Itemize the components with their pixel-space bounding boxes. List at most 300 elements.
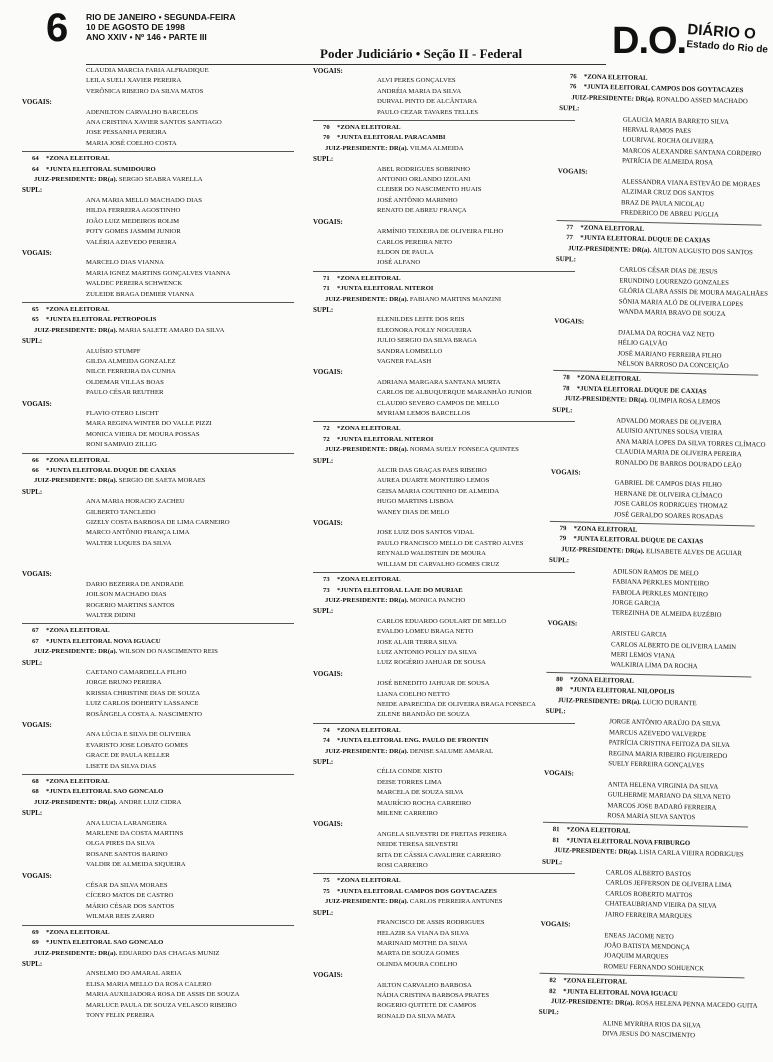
member-name: CLAUDIA MARCIA FARIA ALFRADIQUE [86, 67, 209, 74]
judge-name: SERGIO DE SAETA MORAES [118, 477, 206, 485]
logo-side-text [686, 22, 770, 58]
member-name: WALDEC PEREIRA SCHWENCK [86, 280, 183, 288]
member-name: HELAZIR SA VIANA DA SILVA [377, 929, 470, 937]
judge-president [313, 445, 575, 455]
role-label: VOGAIS: [313, 820, 343, 829]
zone-title: *JUNTA ELEITORAL SAO GONCALO [46, 939, 164, 947]
judge-name: OLIMPIA ROSA LEMOS [649, 397, 721, 406]
zone-number: 82 [549, 977, 557, 985]
member-name: ADILSON RAMOS DE MELO [612, 568, 699, 577]
member-name: ANTONIO ORLANDO IZOLANI [377, 176, 471, 184]
judge-name: SERGIO SEABRA VARELLA [118, 176, 203, 184]
member-name: ANDRÉIA MARIA DA SILVA [377, 87, 462, 95]
zone-number: 70 [323, 134, 330, 142]
member-name: GABRIEL DE CAMPOS DIAS FILHO [614, 479, 722, 490]
judge-label: JUIZ-PRESIDENTE: DR(a). [557, 696, 642, 706]
role-label: SUPL: [313, 607, 334, 616]
zone-heading [22, 777, 294, 787]
member-name: ALUÍSIO STUMPF [86, 347, 141, 355]
member-name: ANGELA SILVESTRI DE FREITAS PEREIRA [377, 830, 507, 838]
member-name: ANITA HELENA VIRGINIA DA SILVA [607, 781, 719, 791]
role-label: VOGAIS: [313, 368, 343, 377]
section-divider [22, 774, 294, 775]
section-divider [313, 120, 575, 121]
zone-heading [22, 787, 294, 797]
member-name: ROGERIO QUITETE DE CAMPOS [377, 1002, 477, 1010]
judge-label: JUIZ-PRESIDENTE: DR(a). [325, 144, 409, 152]
zone-title: *JUNTA ELEITORAL PARACAMBI [337, 134, 446, 142]
zone-number: 68 [32, 788, 39, 796]
judge-label: JUIZ-PRESIDENTE: DR(a). [325, 295, 409, 303]
zone-number: 69 [32, 928, 39, 936]
judge-label: JUIZ-PRESIDENTE: DR(a). [550, 997, 635, 1007]
spacer [22, 549, 294, 559]
judge-label: JUIZ-PRESIDENTE: DR(a). [34, 326, 118, 334]
zone-number: 78 [562, 384, 570, 393]
role-label: SUPL: [22, 809, 43, 818]
section-divider [22, 623, 294, 624]
section-divider [313, 723, 575, 724]
member-name: POTY GOMES JASMIM JUNIOR [86, 228, 181, 236]
role-label: VOGAIS: [313, 67, 343, 75]
member-name: JOSE CARLOS RODRIGUES THOMAZ [614, 500, 728, 511]
zone-title: *JUNTA ELEITORAL ENG. PAULO DE FRONTIN [337, 737, 489, 745]
judge-president [22, 647, 294, 657]
member-name: JOSE ALAIR TERRA SILVA [377, 638, 457, 646]
member-name: EVALDO LOMEU BRAGA NETO [377, 628, 474, 636]
judge-label: JUIZ-PRESIDENTE: DR(a). [325, 747, 409, 755]
role-label: SUPL: [541, 857, 563, 866]
zone-number: 67 [32, 637, 39, 645]
zone-title: *ZONA ELEITORAL [337, 274, 401, 282]
member-name: GILDA ALMEIDA GONZALEZ [86, 357, 176, 365]
member-name: LOURIVAL ROCHA OLIVEIRA [622, 136, 714, 146]
member-name: GILBERTO TANCLEDO [86, 508, 156, 516]
judge-label: JUIZ-PRESIDENTE: DR(a). [564, 395, 648, 405]
zone-title: *JUNTA ELEITORAL PETROPOLIS [46, 316, 157, 324]
zone-number: 73 [323, 586, 330, 594]
member-name: CARLOS CÉSAR DIAS DE JESUS [619, 266, 718, 276]
zone-number: 67 [32, 627, 39, 635]
zone-title: *ZONA ELEITORAL [337, 576, 401, 584]
member-name: JOSÉ BENEDITO JAHUAR DE SOUSA [377, 680, 490, 688]
judge-name: NORMA SUELY FONSECA QUINTES [409, 446, 519, 454]
member-name: FRANCISCO DE ASSIS RODRIGUES [377, 919, 485, 927]
member-name: NEIDE APARECIDA DE OLIVEIRA BRAGA FONSECA [377, 700, 536, 708]
member-name: MYRIAM LEMOS BARCELLOS [377, 410, 471, 417]
member-name: ALCIR DAS GRAÇAS PAES RIBEIRO [377, 467, 487, 475]
member-name: RONALD DA SILVA MATA [377, 1012, 456, 1020]
member-name: ANA MARIA LOPES DA SILVA TORRES CLÍMACO [615, 438, 766, 449]
judge-label: JUIZ-PRESIDENTE: DR(a). [571, 94, 655, 103]
zone-number: 69 [32, 939, 39, 947]
section-title: Poder Judiciário • Seção II - Federal [320, 46, 523, 61]
role-label: VOGAIS: [313, 669, 343, 678]
member-name: HUGO MARTINS LISBOA [377, 498, 454, 506]
member-name: JOSÉ ALFANO [377, 259, 421, 267]
member-name: MARCO ANTÔNIO FRANÇA LIMA [86, 529, 190, 537]
judge-label: JUIZ-PRESIDENTE: DR(a). [34, 176, 118, 184]
member-name: HERVAL RAMOS PAES [622, 126, 692, 136]
zone-number: 74 [323, 726, 330, 734]
role-label: VOGAIS: [22, 720, 52, 729]
judge-name: RONALDO ASSED MACHADO [656, 96, 748, 106]
zone-number: 76 [569, 73, 577, 81]
zone-number: 70 [323, 124, 330, 132]
zone-number: 73 [323, 576, 330, 584]
section-divider [22, 151, 294, 152]
zone-title: *JUNTA ELEITORAL NOVA FRIBURGO [566, 837, 691, 847]
judge-label: JUIZ-PRESIDENTE: DR(a). [567, 244, 652, 254]
judge-label: JUIZ-PRESIDENTE: DR(a). [325, 446, 409, 454]
member-name: ALINE MYRRHA RIOS DA SILVA [602, 1019, 701, 1030]
zone-number: 71 [323, 285, 330, 293]
zone-heading [313, 575, 575, 585]
role-label: VOGAIS: [554, 317, 585, 326]
role-label: VOGAIS: [22, 399, 52, 408]
logo-side-subtitle: Estado do Rio de [686, 38, 769, 56]
member-name: MARIA AUXILIADORA ROSA DE ASSIS DE SOUZA [86, 991, 240, 999]
zone-title: *JUNTA ELEITORAL DUQUE DE CAXIAS [46, 467, 176, 475]
judge-name: ANDRE LUIZ CIDRA [118, 798, 182, 806]
member-name: JULIO SERGIO DA SILVA BRAGA [377, 337, 477, 345]
edition-line: RIO DE JANEIRO • SEGUNDA-FEIRA [86, 12, 236, 22]
member-name: ANA LUCIA LARANGEIRA [86, 819, 167, 827]
role-label: VOGAIS: [540, 919, 571, 929]
member-name: MARIA JOSÉ COELHO COSTA [86, 139, 177, 147]
judge-name: VILMA ALMEIDA [409, 144, 464, 152]
zone-title: *JUNTA ELEITORAL NOVA IGUACU [563, 987, 678, 998]
zone-number: 76 [569, 83, 577, 91]
member-name: WANDA MARIA BRAVO DE SOUZA [618, 308, 726, 318]
member-name: DJALMA DA ROCHA VAZ NETO [618, 329, 715, 339]
judge-name: LUCIO DURANTE [642, 698, 697, 707]
page-number: 6 [46, 6, 69, 50]
member-name: FLAVIO OTERO LISCHT [86, 410, 159, 417]
zone-heading [22, 928, 294, 938]
zone-heading [313, 424, 575, 434]
role-label: SUPL: [555, 254, 577, 264]
member-name: MARCOS JOSE BADARÓ FERREIRA [607, 801, 717, 812]
member-name: JOÃO BATISTA MENDONÇA [604, 942, 690, 952]
judge-name: MARIA SALETE AMARO DA SILVA [118, 326, 225, 334]
member-name: ELISA MARIA MELLO DA ROSA CALERO [86, 980, 212, 988]
member-name: JOAQUIM MARQUES [603, 952, 669, 961]
member-name: VAGNER FALASH [377, 357, 432, 365]
zone-title: *JUNTA ELEITORAL LAJE DO MURIAE [337, 586, 463, 594]
judge-name: WILSON DO NASCIMENTO REIS [118, 648, 218, 656]
zone-title: *ZONA ELEITORAL [46, 456, 110, 464]
zone-title: *ZONA ELEITORAL [570, 676, 634, 685]
member-name: CÉLIA CONDE XISTO [377, 768, 443, 776]
member-name: GUILHERME MARIANO DA SILVA NETO [607, 791, 731, 802]
judge-label: JUIZ-PRESIDENTE: DR(a). [554, 847, 638, 857]
zone-heading [313, 876, 575, 886]
member-name: MARA REGINA WINTER DO VALLE PIZZI [86, 420, 212, 428]
member-name: ANSELMO DO AMARAL AREIA [86, 970, 182, 978]
judge-president [22, 476, 294, 486]
zone-number: 75 [323, 887, 330, 895]
member-name: WANEY DIAS DE MELO [377, 508, 450, 516]
role-label: SUPL: [22, 487, 43, 496]
role-label: SUPL: [559, 104, 580, 113]
zone-number: 71 [323, 274, 330, 282]
role-label: SUPL: [313, 305, 334, 314]
judge-president [22, 326, 294, 336]
member-name: DURVAL PINTO DE ALCÂNTARA [377, 98, 478, 106]
member-name: DEISE TORRES LIMA [377, 778, 442, 786]
zone-heading [22, 154, 294, 164]
edition-info [86, 12, 236, 42]
member-name: PAULO CEZAR TAVARES TELLES [377, 108, 479, 116]
judge-name: AILTON AUGUSTO DOS SANTOS [652, 246, 753, 256]
zone-title: *ZONA ELEITORAL [337, 877, 401, 885]
member-name: HILDA FERREIRA AGOSTINHO [86, 207, 181, 215]
member-name: OLGA PIRES DA SILVA [86, 840, 155, 848]
judge-name: ELISABETE ALVES DE AGUIAR [645, 547, 742, 558]
role-label: VOGAIS: [22, 871, 52, 880]
member-name: ELEONORA FOLLY NOGUEIRA [377, 326, 472, 334]
zone-number: 75 [323, 877, 330, 885]
zone-title: *ZONA ELEITORAL [337, 425, 401, 433]
member-name: JAIRO FERREIRA MARQUES [604, 910, 692, 920]
column-3 [538, 72, 768, 1043]
judge-label: JUIZ-PRESIDENTE: DR(a). [34, 477, 118, 485]
zone-heading [22, 315, 294, 325]
member-name: CARLOS DE ALBUQUERQUE MARANHÃO JUNIOR [377, 389, 532, 397]
member-name: PAULO CÉSAR REUTHER [86, 389, 164, 397]
zone-title: *JUNTA ELEITORAL DUQUE DE CAXIAS [576, 385, 707, 396]
member-name: MARLENE DA COSTA MARTINS [86, 830, 184, 838]
member-name: SANDRA LOMBELLO [377, 347, 443, 355]
zone-heading [313, 284, 575, 294]
member-name: CÍCERO MATOS DE CASTRO [86, 892, 174, 900]
judge-president [313, 897, 575, 907]
member-name: ROSANE SANTOS BARINO [86, 850, 168, 858]
member-name: CAETANO CAMARDELLA FILHO [86, 668, 187, 676]
zone-number: 80 [556, 675, 563, 683]
member-name: CLAUDIA MARIA DE OLIVEIRA PEREIRA [615, 448, 742, 459]
member-name: KRISSIA CHRISTINE DIAS DE SOUZA [86, 689, 201, 697]
member-name: SÔNIA MARIA ALÓ DE OLIVEIRA LOPES [618, 297, 744, 308]
judge-label: JUIZ-PRESIDENTE: DR(a). [325, 898, 409, 906]
role-label: SUPL: [22, 959, 43, 968]
member-name: WALTER LUQUES DA SILVA [86, 539, 172, 547]
zone-heading [22, 456, 294, 466]
member-name: ARISTEU GARCIA [611, 630, 667, 639]
zone-title: *ZONA ELEITORAL [46, 155, 110, 163]
zone-title: *JUNTA ELEITORAL CAMPOS DOS GOYTACAZES [583, 83, 744, 95]
member-name: ANA LÚCIA E SILVA DE OLIVEIRA [86, 731, 191, 739]
zone-heading [313, 586, 575, 596]
member-name: WALKIRIA LIMA DA ROCHA [610, 661, 698, 671]
member-name: HERNANE DE OLIVEIRA CLÍMACO [614, 490, 723, 500]
zone-number: 82 [549, 987, 556, 995]
role-label: SUPL: [22, 186, 43, 195]
member-name: LIANA COELHO NETTO [377, 690, 450, 698]
member-name: CÉSAR DA SILVA MORAES [86, 882, 168, 890]
member-name: JORGE GARCIA [611, 599, 661, 608]
member-name: GRACE DE PAULA KELLER [86, 752, 170, 760]
judge-label: JUIZ-PRESIDENTE: DR(a). [34, 949, 118, 957]
zone-number: 77 [566, 234, 574, 242]
member-name: GIZELY COSTA BARBOSA DE LIMA CARNEIRO [86, 519, 230, 527]
role-label: SUPL: [552, 405, 573, 414]
member-name: JOSÉ GERALDO SOARES ROSADAS [613, 510, 724, 521]
zone-number: 79 [559, 525, 567, 533]
role-label: SUPL: [313, 155, 334, 164]
zone-heading [313, 123, 575, 133]
edition-line: 10 DE AGOSTO DE 1998 [86, 22, 185, 32]
member-name: JOSE PESSANHA PEREIRA [86, 129, 167, 137]
role-label: SUPL: [313, 908, 334, 917]
member-name: JOSE LUIZ DOS SANTOS VIDAL [377, 529, 475, 537]
zone-number: 68 [32, 778, 39, 785]
zone-number: 79 [559, 535, 567, 543]
member-name: EVARISTO JOSE LOBATO GOMES [86, 741, 188, 749]
member-name: CARLOS JEFFERSON DE OLIVEIRA LIMA [605, 879, 732, 890]
member-name: MARIA IGNEZ MARTINS GONÇALVES VIANNA [86, 269, 231, 277]
member-name: ADRIANA MARGARA SANTANA MURTA [377, 378, 501, 386]
member-name: MARCELA DE SOUZA SILVA [377, 789, 464, 797]
section-divider [22, 453, 294, 454]
member-name: VALÉRIA AZEVEDO PEREIRA [86, 238, 177, 246]
member-name: MONICA VIEIRA DE MOURA POSSAS [86, 430, 200, 438]
member-name: MILENE CARREIRO [377, 810, 438, 818]
judge-president [22, 798, 294, 808]
zone-number: 64 [32, 155, 39, 163]
member-name: CARLOS ROBERTO MATTOS [605, 890, 693, 900]
member-name: MARINAID MOTHE DA SILVA [377, 939, 468, 947]
member-name: CARLOS PEREIRA NETO [377, 238, 452, 246]
member-name: ANA CRISTINA XAVIER SANTOS SANTIAGO [86, 119, 222, 127]
zone-heading [22, 938, 294, 948]
zone-number: 72 [323, 425, 330, 433]
zone-heading [313, 133, 575, 143]
member-name: GEISA MARIA COUTINHO DE ALMEIDA [377, 487, 500, 495]
member-name: ROSI CARREIRO [377, 862, 428, 870]
role-label: SUPL: [548, 556, 570, 565]
member-name: MARCOS ALEXANDRE SANTANA CORDEIRO [622, 147, 762, 158]
zone-heading [313, 435, 575, 445]
zone-number: 78 [562, 374, 570, 382]
section-divider [313, 873, 575, 874]
column-1 [22, 66, 294, 1021]
member-name: OLINDA MOURA COELHO [377, 960, 458, 968]
zone-title: *ZONA ELEITORAL [337, 726, 401, 734]
member-name: WALTER DIDINI [86, 611, 136, 619]
member-name: CARLOS ALBERTO BASTOS [605, 869, 692, 879]
zone-number: 65 [32, 316, 39, 324]
judge-name: CARLOS FERREIRA ANTUNES [409, 898, 503, 906]
judge-president [22, 949, 294, 959]
member-name: ARMÍNIO TEIXEIRA DE OLIVEIRA FILHO [377, 228, 504, 236]
member-name: WILMAR REIS ZARRO [86, 913, 155, 921]
judge-label: JUIZ-PRESIDENTE: DR(a). [325, 596, 409, 604]
zone-title: *ZONA ELEITORAL [46, 305, 110, 313]
member-name: LEILA SUELI XAVIER PEREIRA [86, 77, 182, 85]
section-divider [313, 572, 575, 573]
member-name: REYNALD WALDSTEIN DE MOURA [377, 550, 486, 558]
judge-label: JUIZ-PRESIDENTE: DR(a). [34, 798, 118, 806]
zone-number: 74 [323, 737, 330, 745]
zone-number: 64 [32, 165, 39, 173]
member-name: GLÓRIA CLARA ASSIS DE MOURA MAGALHÃES [618, 287, 768, 298]
zone-title: *JUNTA ELEITORAL NITEROI [337, 285, 434, 293]
member-name: CARLOS EDUARDO GOULART DE MELLO [377, 617, 507, 625]
role-label: VOGAIS: [557, 166, 588, 176]
zone-number: 66 [32, 467, 39, 475]
zone-heading [22, 165, 294, 175]
zone-title: *ZONA ELEITORAL [573, 525, 638, 534]
member-name: LUIZ ROGÉRIO JAHUAR DE SOUSA [377, 659, 486, 667]
member-name: GLAUCIA MARIA BARRETO SILVA [622, 116, 729, 126]
member-name: ALUISIO ANTUNES SOUSA VIEIRA [615, 427, 723, 438]
section-divider [22, 302, 294, 303]
member-name: ZULEIDE BRAGA DEMIER VIANNA [86, 290, 195, 298]
member-name: LISETE DA SILVA DIAS [86, 762, 157, 770]
member-name: ROSA MARIA SILVA SANTOS [607, 812, 696, 822]
member-name: MARCUS AZEVEDO VALVERDE [608, 729, 707, 739]
role-label: SUPL: [22, 658, 43, 667]
role-label: VOGAIS: [22, 248, 52, 257]
judge-president [22, 175, 294, 185]
member-name: ADVALDO MORAES DE OLIVEIRA [616, 417, 722, 427]
zone-heading [313, 726, 575, 736]
member-name: LUIZ CARLOS DOHERTY LASSANCE [86, 700, 199, 708]
member-name: VERÔNICA RIBEIRO DA SILVA MATOS [86, 87, 204, 95]
zone-title: *ZONA ELEITORAL [583, 73, 648, 82]
judge-name: LISIA CARLA VIEIRA RODRIGUES [639, 849, 744, 859]
judge-president [313, 596, 575, 606]
role-label: SUPL: [313, 456, 334, 465]
zone-title: *JUNTA ELEITORAL SUMIDOURO [46, 165, 156, 173]
judge-name: FABIANO MARTINS MANZINI [409, 295, 502, 303]
zone-title: *JUNTA ELEITORAL NOVA IGUACU [46, 637, 161, 645]
member-name: SUELY FERREIRA GONÇALVES [608, 760, 705, 770]
member-name: MAURÍCIO ROCHA CARREIRO [377, 799, 472, 807]
member-name: NILCE FERREIRA DA CUNHA [86, 368, 176, 376]
member-name: ENEAS JACOME NETO [604, 931, 674, 941]
role-label: VOGAIS: [543, 769, 574, 778]
member-name: ELDON DE PAULA [377, 248, 434, 256]
zone-number: 72 [323, 435, 330, 443]
zone-title: *JUNTA ELEITORAL DUQUE DE CAXIAS [573, 535, 704, 546]
zone-heading [22, 626, 294, 636]
zone-number: 65 [32, 305, 39, 313]
member-name: ROMEU FERNANDO SOHUENCK [603, 962, 705, 973]
zone-number: 81 [552, 826, 560, 834]
zone-title: *ZONA ELEITORAL [337, 124, 401, 132]
role-label: SUPL: [538, 1008, 559, 1017]
member-name: JORGE BRUNO PEREIRA [86, 679, 162, 687]
member-name: PAULO FRANCISCO MELLO DE CASTRO ALVES [377, 539, 524, 547]
role-label: VOGAIS: [22, 570, 52, 579]
zone-number: 81 [552, 836, 560, 845]
member-name: RONALDO DE BARROS DOURADO LEÃO [615, 458, 742, 469]
zone-title: *JUNTA ELEITORAL CAMPOS DOS GOYTACAZES [337, 887, 497, 895]
member-name: WILLIAM DE CARVALHO GOMES CRUZ [377, 560, 500, 568]
zone-heading [313, 274, 575, 284]
role-label: SUPL: [22, 337, 43, 346]
role-label: VOGAIS: [22, 98, 52, 107]
member-name: TEREZINHA DE ALMEIDA EUZÉBIO [611, 609, 722, 620]
member-name: NEIDE TERESA SILVESTRI [377, 841, 458, 849]
do-logo: D.O. [612, 20, 687, 62]
member-name: MERI LEMOS VIANA [610, 651, 676, 660]
zone-number: 80 [555, 686, 563, 694]
zone-title: *JUNTA ELEITORAL NITEROI [337, 435, 434, 443]
